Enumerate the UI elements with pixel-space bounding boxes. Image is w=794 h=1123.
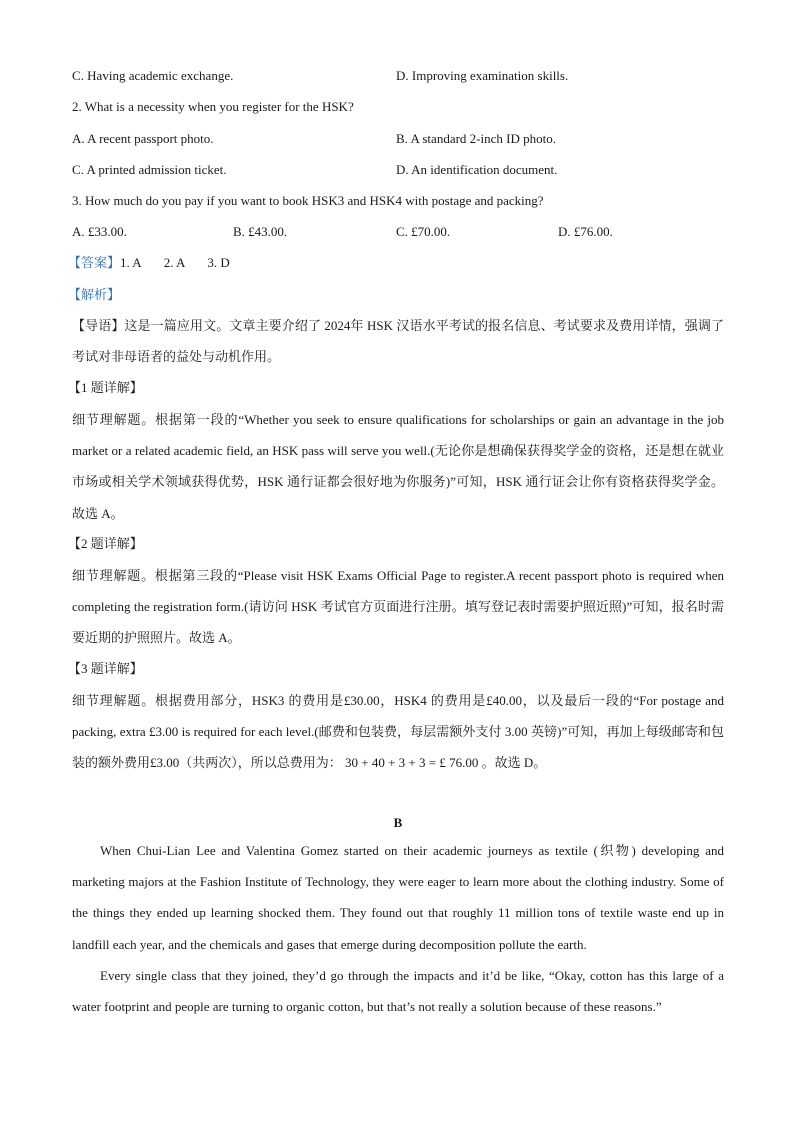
analysis-intro: 【导语】这是一篇应用文。文章主要介绍了 2024年 HSK 汉语水平考试的报名信息、考试要求及费用详情，强调了考试对非母语者的益处与动机作用。 <box>72 318 724 365</box>
q3-option-a: A. £33.00. <box>72 224 127 239</box>
q2-option-d: D. An identification document. <box>396 162 558 177</box>
q3-detail-heading: 【3 题详解】 <box>68 661 143 676</box>
answer-tag: 【答案】 <box>68 255 121 270</box>
q2-stem: 2. What is a necessity when you register for the HSK? <box>72 99 354 114</box>
q3-option-b: B. £43.00. <box>233 224 288 239</box>
q3-stem: 3. How much do you pay if you want to book HSK3 and HSK4 with postage and packing? <box>72 193 544 208</box>
q3-options-row <box>72 224 724 240</box>
answer-item: 3. D <box>207 255 230 270</box>
q2-options-row-cd <box>72 162 724 178</box>
q2-option-a: A. A recent passport photo. <box>72 131 214 146</box>
analysis-tag-text: 【解析】 <box>68 287 121 302</box>
q3-detail-body: 细节理解题。根据费用部分，HSK3 的费用是£30.00，HSK4 的费用是£40.00，以及最后一段的“For postage and packing, extra £3.00 is required for each level.(邮费和包装费，每层需额外支付 3.00 英镑)”可知，再加上每级邮寄和包装的额外费用£3.00（共两次），所以总费用为： 30 + 40 + 3 + 3 = £ 76.00 。故选 D。 <box>72 693 724 771</box>
q1-option-c: C. Having academic exchange. <box>72 68 234 83</box>
q1-detail-body: 细节理解题。根据第一段的“Whether you seek to ensure qualifications for scholarships or gain an advantage in the job market or a related academic field, an HSK pass will serve you well.(无论你是想确保获得奖学金的资格，还是想在就业市场或相关学术领域获得优势，HSK 通行证都会很好地为你服务)”可知，HSK 通行证会让你有资格获得奖学金。故选 A。 <box>72 412 724 521</box>
section-heading: B <box>393 815 403 830</box>
passage-paragraph-1: When Chui-Lian Lee and Valentina Gomez started on their academic journeys as textile (织物) developing and marketing majors at the Fashion Institute of Technology, they were eager to learn more about the clothing industry. Some of the things they ended up learning shocked them. They found out that roughly 11 million tons of textile waste end up in landfill each year, and the chemicals and gases that emerge during decomposition pollute the earth. <box>72 843 724 952</box>
q2-options-row-ab <box>72 131 724 147</box>
q1-detail-heading: 【1 题详解】 <box>68 380 143 395</box>
answer-line <box>68 255 252 271</box>
q3-option-c: C. £70.00. <box>396 224 451 239</box>
answer-item: 1. A <box>120 255 142 270</box>
q1-option-d: D. Improving examination skills. <box>396 68 569 83</box>
passage-paragraph-2: Every single class that they joined, they’d go through the impacts and it’d be like, “Okay, cotton has this large of a water footprint and people are turning to organic cotton, but that’s not really a solution because of these reasons.” <box>72 968 724 1015</box>
q2-option-c: C. A printed admission ticket. <box>72 162 227 177</box>
q3-option-d: D. £76.00. <box>558 224 613 239</box>
q1-options-row-cd <box>72 68 724 84</box>
analysis-tag <box>68 287 120 303</box>
answer-item: 2. A <box>163 255 186 270</box>
q2-detail-heading: 【2 题详解】 <box>68 536 143 551</box>
q2-detail-body: 细节理解题。根据第三段的“Please visit HSK Exams Official Page to register.A recent passport photo is required when completing the registration form.(请访问 HSK 考试官方页面进行注册。填写登记表时需要护照近照)”可知，报名时需要近期的护照照片。故选 A。 <box>72 568 724 646</box>
q2-option-b: B. A standard 2-inch ID photo. <box>396 131 556 146</box>
